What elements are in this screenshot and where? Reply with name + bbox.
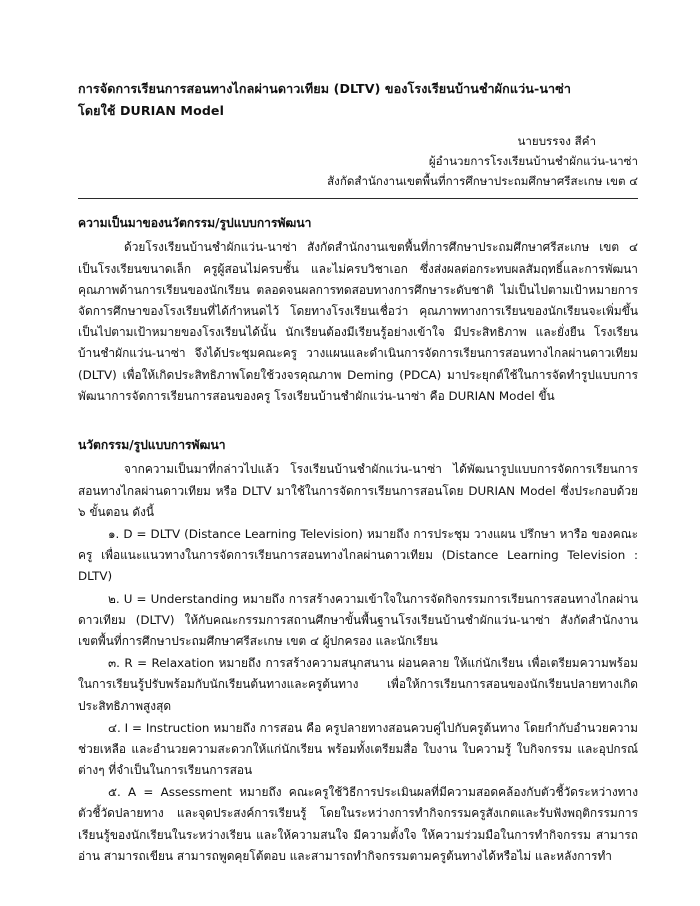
list-item: ๔. I = Instruction หมายถึง การสอน คือ ครูปลายทางสอนควบคู่ไปกับครูต้นทาง โดยกำกับอำนวยความช่วยเหลือ และอำนวยความสะดวกให้แก่นักเรียน พร้อมทั้งเตรียมสื่อ ใบงาน ใบความรู้ ใบกิจกรรม และอุปกรณ์ต่างๆ ที่จำเป็นในการเรียนการสอน bbox=[78, 720, 638, 778]
list-item: ๑. D = DLTV (Distance Learning Television) หมายถึง การประชุม วางแผน ปรึกษา หารือ ของคณะครู เพื่อแนะแนวทางในการจัดการเรียนการสอนทางไกลผ่านดาวเทียม (Distance Learning Television : DLTV) bbox=[78, 527, 638, 584]
section-background-paragraph: ด้วยโรงเรียนบ้านชำผักแว่น-นาซ่า สังกัดสำนักงานเขตพื้นที่การศึกษาประถมศึกษาศรีสะเกษ เขต ๔ เป็นโรงเรียนขนาดเล็ก ครูผู้สอนไม่ครบชั้น และไม่ครบวิชาเอก ซึ่งส่งผลต่อกระทบผลสัมฤทธิ์และการพัฒนาคุณภาพด้านการเรียนของนักเรียน ตลอดจนผลการทดสอบทางการศึกษาระดับชาติ ไม่เป็นไปตามเป้าหมายการจัดการศึกษาของโรงเรียนที่ได้กำหนดไว้ โดยทางโรงเรียนเชื่อว่า คุณภาพทางการเรียนของนักเรียนจะเพิ่มขึ้นเป็นไปตามเป้าหมายของโรงเรียนได้นั้น นักเรียนต้องมีเรียนรู้อย่างเข้าใจ มีประสิทธิภาพ และยั่งยืน โรงเรียนบ้านชำผักแว่น-นาซ่า จึงได้ประชุมคณะครู วางแผนและดำเนินการจัดการเรียนการสอนทางไกลผ่านดาวเทียม (DLTV) เพื่อให้เกิดประสิทธิภาพโดยใช้วงจรคุณภาพ Deming (PDCA) มาประยุกต์ใช้ในการจัดทำรูปแบบการพัฒนาการจัดการเรียนการสอนของครู โรงเรียนบ้านชำผักแว่น-นาซ่า คือ DURIAN Model ขึ้น bbox=[78, 240, 638, 403]
author-name: นายบรรจง สีคำ bbox=[517, 134, 596, 149]
page-title-line-1: การจัดการเรียนการสอนทางไกลผ่านดาวเทียม (DLTV) ของโรงเรียนบ้านชำผักแว่น-นาซ่า bbox=[78, 81, 572, 96]
page-title bbox=[78, 78, 638, 122]
section-innovation-paragraph: จากความเป็นมาที่กล่าวไปแล้ว โรงเรียนบ้านชำผักแว่น-นาซ่า ได้พัฒนารูปแบบการจัดการเรียนการสอนทางไกลผ่านดาวเทียม หรือ DLTV มาใช้ในการจัดการเรียนการสอนโดย DURIAN Model ซึ่งประกอบด้วย ๖ ขั้นตอน ดังนี้ bbox=[78, 462, 638, 519]
section-heading-background: ความเป็นมาของนวัตกรรม/รูปแบบการพัฒนา bbox=[78, 215, 312, 230]
header-divider bbox=[78, 198, 638, 199]
author-block bbox=[78, 132, 638, 192]
page-title-line-2: โดยใช้ DURIAN Model bbox=[78, 103, 224, 119]
list-item: ๓. R = Relaxation หมายถึง การสร้างความสนุกสนาน ผ่อนคลาย ให้แก่นักเรียน เพื่อเตรียมความพร้อมในการเรียนรู้ปรับพร้อมกับนักเรียนต้นทางและครูต้นทาง เพื่อให้การเรียนการสอนของนักเรียนปลายทางเกิดประสิทธิภาพสูงสุด bbox=[78, 656, 638, 713]
list-item: ๒. U = Understanding หมายถึง การสร้างความเข้าใจในการจัดกิจกรรมการเรียนการสอนทางไกลผ่านดาวเทียม (DLTV) ให้กับคณะกรรมการสถานศึกษาขั้นพื้นฐานโรงเรียนบ้านชำผักแว่น-นาซ่า สังกัดสำนักงานเขตพื้นที่การศึกษาประถมศึกษาศรีสะเกษ เขต ๔ ผู้ปกครอง และนักเรียน bbox=[78, 591, 638, 648]
section-gap bbox=[78, 408, 638, 421]
author-office: สังกัดสำนักงานเขตพื้นที่การศึกษาประถมศึกษาศรีสะเกษ เขต ๔ bbox=[327, 173, 638, 188]
author-role: ผู้อำนวยการโรงเรียนบ้านชำผักแว่น-นาซ่า bbox=[428, 154, 638, 168]
section-heading-innovation: นวัตกรรม/รูปแบบการพัฒนา bbox=[78, 437, 226, 452]
list-item: ๕. A = Assessment หมายถึง คณะครูใช้วิธีการประเมินผลที่มีความสอดคล้องกับตัวชี้วัดระหว่างทาง ตัวชี้วัดปลายทาง และจุดประสงค์การเรียนรู้ โดยในระหว่างการทำกิจกรรมครูสังเกตและรับฟังพฤติกรรมการเรียนรู้ของนักเรียนในระหว่างเรียน และให้ความสนใจ มีความตั้งใจ ให้ความร่วมมือในการทำกิจกรรม สามารถอ่าน สามารถเขียน สามารถพูดคุยโต้ตอบ และสามารถทำกิจกรรมตามครูต้นทางได้หรือไม่ และหลังการทำ bbox=[78, 785, 638, 863]
